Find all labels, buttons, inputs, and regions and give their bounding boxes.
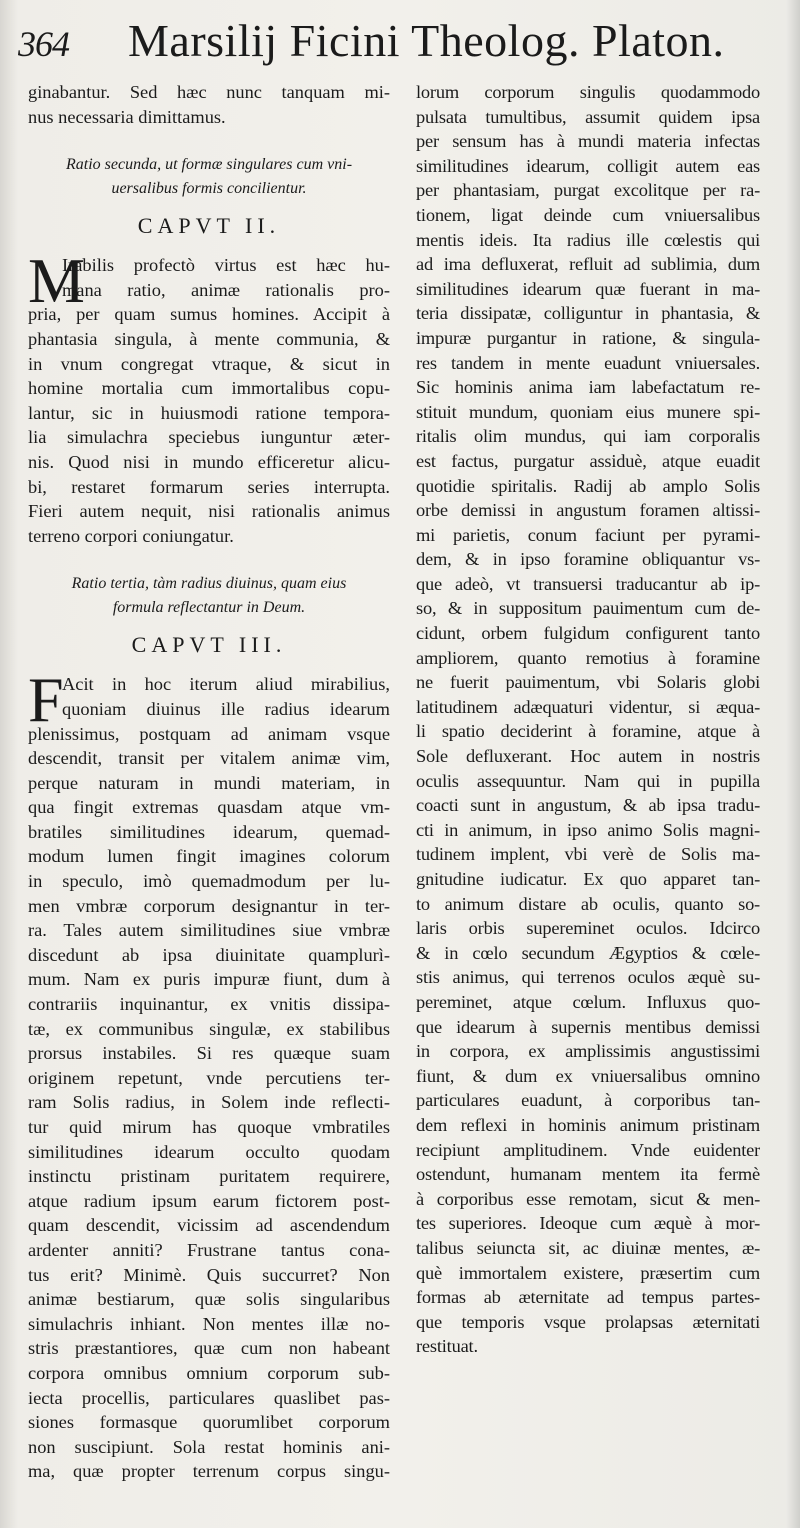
text-line: atque radium ipsum earum fictorem post- [28,1190,390,1211]
left-column [28,80,390,1484]
text-line: ad ima defluxerat, refluit ad sublimia, dum [416,254,760,275]
text-line: to animum distare ab oculis, quanto so- [416,893,760,914]
text-line: ardenter anniti? Frustrane tantus cona- [28,1239,390,1260]
text-line: latitudinem adæquaturi videntur, si æqua- [416,696,760,717]
text-line: bi, restaret formarum series interrupta. [28,476,390,497]
text-line: similitudines idearum quæ fuerant in ma- [416,278,760,299]
rubric-ratio-tertia [28,572,390,620]
chapter-heading-caput-3: CAPVT III. [131,632,287,658]
text-line: res tandem in mente euadunt vniuersales. [416,352,760,373]
text-line: dem, & in ipso foramine obliquantur vs- [416,549,760,570]
text-line: coacti sunt in angustum, & ab ipsa tradu- [416,795,760,816]
text-line: tionem, ligat deinde cum vniuersalibus [416,204,760,225]
text-line: siones formasque quorumlibet corporum [28,1412,390,1433]
text-line: contrariis inquinantur, ex vnitis dissipa- [28,994,390,1015]
text-line: simulachris inhiant. Non mentes illæ no- [28,1313,390,1334]
text-line: Fieri autem nequit, nisi rationalis animus [28,501,390,522]
text-line: Ratio secunda, ut formæ singulares cum vni- [65,156,353,174]
text-line: quoniam diuinus ille radius idearum [62,698,390,719]
text-line: iecta procellis, particulares quaslibet pas- [28,1387,390,1408]
text-line: Irabilis profectò virtus est hæc hu- [62,255,390,276]
text-line: stituit mundum, quoniam eius munere spi- [416,401,760,422]
text-line: terreno corpori coniungatur. [28,525,234,546]
text-line: animæ bestiarum, quæ solis singularibus [28,1289,390,1310]
page-number: 364 [18,24,69,64]
text-line: plenissimus, postquam ad animam vsque [28,723,390,744]
text-line: in speculo, imò quemadmodum per lu- [28,871,390,892]
text-line: non suscipiunt. Sola restat hominis ani- [28,1436,390,1457]
text-line: gnitudine iudicatur. Ex quo apparet tan- [416,869,760,889]
page-header [18,14,788,78]
chapter-heading-caput-2: CAPVT II. [137,213,281,239]
text-line: in corpora, ex amplissimis angustissimi [416,1041,760,1062]
text-line: prorsus instabiles. Si res quæque suam [28,1043,390,1064]
text-line: mana ratio, animæ rationalis pro- [62,279,390,300]
right-column-text [416,80,760,1359]
text-line: pulsata tumultibus, assumit quidem ipsa [416,106,760,127]
text-line: Acit in hoc iterum aliud mirabilius, [62,674,390,695]
text-line: particulares euadunt, à corporibus tan- [416,1090,760,1111]
text-line: mum. Nam ex puris impuræ fiunt, dum à [28,969,390,990]
running-head: Marsilij Ficini Theolog. Platon. [128,15,725,66]
text-line: & in cœlo secundum Ægyptios & cœle- [416,942,760,963]
text-line: nus necessaria dimittamus. [28,106,226,127]
text-line: discedunt ab ipsa diuinitate quamplurì- [28,944,390,965]
text-line: orbe demissi in angustum foramen altissi- [416,500,760,521]
text-line: que adeò, vt transuersi traducantur ab ip- [416,573,760,594]
text-line: ampliorem, quanto remotius à foramine [416,647,760,668]
text-line: impuræ purgantur in ratione, & singula- [416,327,760,348]
text-line: nis. Quod nisi in mundo efficeretur alicu- [28,451,390,472]
text-line: stris præstantiores, quæ cum non habeant [28,1338,390,1359]
text-line: corpora omnibus omnium corporum sub- [28,1362,390,1383]
text-line: cidunt, orbem fulgidum configurent tanto [416,623,760,644]
text-line: descendit, transit per vitalem animæ vim, [28,748,390,769]
text-line: in vnum congregat vtraque, & sicut in [28,353,390,374]
text-line: restituat. [416,1336,478,1357]
text-line: tus erit? Minimè. Quis succurret? Non [28,1264,390,1285]
text-line: ostendunt, humanam mentem ita fermè [416,1164,760,1185]
text-line: que temporis vsque prolapsas æternitati [416,1311,760,1332]
text-line: ne fuerit pauimentum, vbi Solaris globi [416,672,760,693]
text-line: per phantasiam, purgat excolitque per ra- [416,180,760,201]
text-line: ram Solis radius, in Solem inde reflecti- [28,1092,390,1113]
page-edge-shadow [786,0,800,1528]
text-line: cti in animum, in ipso animo Solis magni- [416,819,760,840]
text-line: lia simulachra speciebus iunguntur æter- [28,427,390,448]
text-line: que idearum à supernis mentibus demissi [416,1016,760,1037]
text-line: fiunt, & dum ex vniuersalibus omnino [416,1065,760,1086]
text-line: phantasia singula, à mente communia, & [28,328,390,349]
text-line: similitudines idearum, colligit autem eas [416,155,760,176]
text-line: pria, per quam sumus homines. Accipit à [28,304,390,325]
text-line: tur quid mirum has quoque vmbratiles [28,1117,390,1137]
text-line: similitudines idearum occulto quodam [28,1141,390,1162]
text-line: quotidie spiritalis. Radij ab amplo Solis [416,475,760,496]
text-line: oculis assequuntur. Nam qui in pupilla [416,770,760,791]
text-line: ginabantur. Sed hæc nunc tanquam mi- [28,82,390,102]
left-top-text [28,80,390,129]
rubric-ratio-secunda [28,153,390,201]
text-line: què immortalem existere, præsertim cum [416,1262,760,1283]
text-line: tudinem implent, vbi verè de Solis ma- [416,844,760,865]
text-line: talibus seiuncta sit, ac diuinæ mentes, æ- [416,1237,760,1258]
text-line: men vmbræ corporum designantur in ter- [28,895,390,916]
text-line: instinctu pristinam puritatem requirere, [28,1166,390,1187]
text-line: so, & in suppositum pauimentum cum de- [416,598,760,619]
text-line: est factus, purgatur assiduè, atque euadit [416,450,760,471]
text-line: Sole defluxerant. Hoc autem in nostris [416,746,760,767]
text-line: li spatio deciderint à foramine, atque à [416,721,760,742]
text-line: formula reflectantur in Deum. [112,599,306,617]
text-line: Ratio tertia, tàm radius diuinus, quam eius [71,575,347,593]
text-line: uersalibus formis concilientur. [111,180,307,198]
text-line: lantur, sic in huiusmodi ratione tempora- [28,402,390,423]
text-line: ritalis olim mundus, qui iam corporalis [416,426,760,447]
text-line: per sensum has à mundi materia infectas [416,131,760,152]
text-line: recipiunt amplitudinem. Vnde euidenter [416,1139,760,1160]
text-line: formas ab æternitate ad tempus partes- [416,1287,760,1308]
text-line: mi parietis, conum faciunt per pyrami- [416,524,760,545]
text-line: qua fingit extremas quasdam atque vm- [28,797,390,818]
text-line: pereminet, atque cœlum. Influxus quo- [416,991,760,1012]
paragraph-caput-2 [28,245,390,548]
text-line: tæ, ex communibus singulæ, ex stabilibus [28,1018,390,1039]
text-line: teria dissipatæ, colliguntur in phantasia, & [416,303,760,324]
text-line: lorum corporum singulis quodammodo [416,82,760,102]
text-line: perque naturam in mundi materiam, in [28,772,390,793]
text-line: originem repetunt, vnde percutiens ter- [28,1067,390,1088]
text-line: tes superiores. Ideoque cum æquè à mor- [416,1213,760,1234]
drop-cap: M [28,245,85,317]
text-line: modum lumen fingit imagines colorum [28,846,390,867]
text-line: stis animus, qui terrenos oculos æquè su- [416,967,760,988]
text-line: quam descendit, vicissim ad ascendendum [28,1215,390,1236]
text-line: à corporibus esse remotam, sicut & men- [416,1188,760,1209]
text-line: mentis ideis. Ita radius ille cœlestis qui [416,229,760,250]
text-line: dem reflexi in hominis animum pristinam [416,1114,760,1135]
text-line: homine mortalia cum immortalibus copu- [28,378,390,399]
drop-cap: F [28,664,64,736]
text-line: laris orbis supereminet oculos. Idcirco [416,918,760,939]
text-line: ra. Tales autem similitudines siue vmbræ [28,920,390,941]
text-line: Sic hominis anima iam labefactatum re- [416,377,760,398]
right-column [416,80,760,1359]
text-line: bratiles similitudines idearum, quemad- [28,821,390,842]
text-line: ma, quæ propter terrenum corpus singu- [28,1461,390,1482]
paragraph-caput-3 [28,664,390,1484]
